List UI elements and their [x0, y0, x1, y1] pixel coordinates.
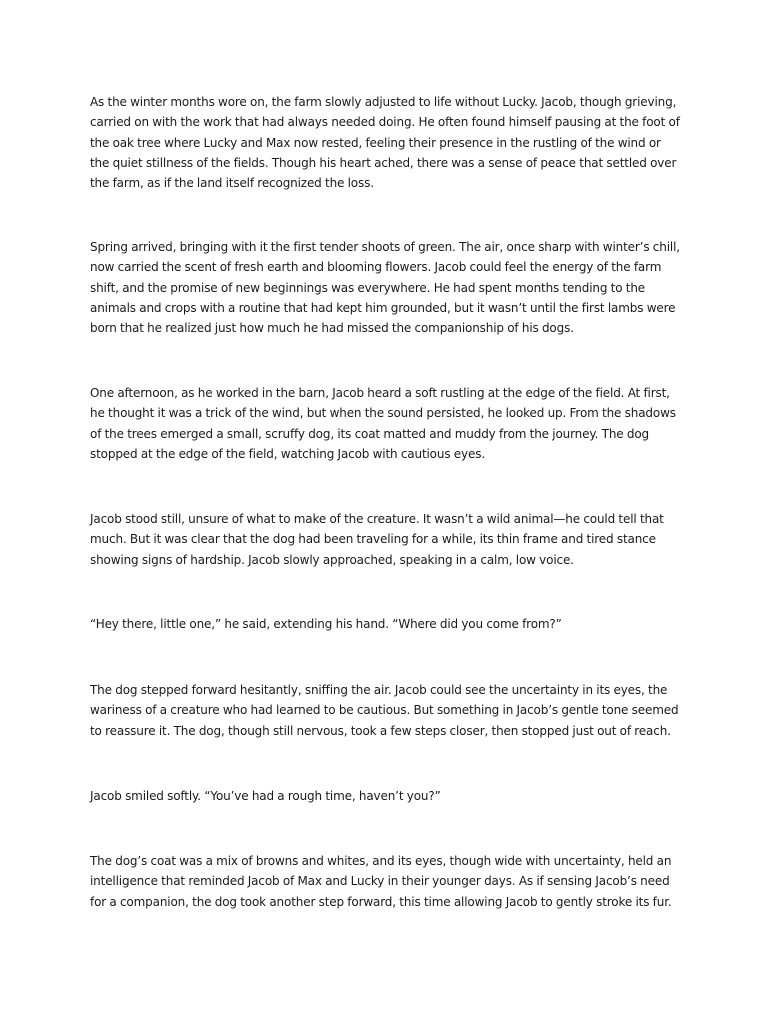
paragraph: The dog stepped forward hesitantly, sniffing the air. Jacob could see the uncertainty in its eyes, the wariness of a creature who had learned to be cautious. But something in Jacob’s gentle tone seemed to reassure it. The dog, though still nervous, took a few steps closer, then stopped just out of reach. — [90, 683, 679, 738]
paragraph: Jacob smiled softly. “You’ve had a rough time, haven’t you?” — [90, 789, 441, 803]
paragraph: The dog’s coat was a mix of browns and whites, and its eyes, though wide with uncertainty, held an intelligence that reminded Jacob of Max and Lucky in their younger days. As if sensing Jacob’s need for a companion, the dog took another step forward, this time allowing Jacob to gently stroke its fur. — [90, 854, 672, 909]
paragraph: “Hey there, little one,” he said, extending his hand. “Where did you come from?” — [90, 617, 562, 631]
paragraph: One afternoon, as he worked in the barn, Jacob heard a soft rustling at the edge of the field. At first, he thought it was a trick of the wind, but when the sound persisted, he looked up. From the shadows of the trees emerged a small, scruffy dog, its coat matted and muddy from the journey. The dog stopped at the edge of the field, watching Jacob with cautious eyes. — [90, 386, 676, 461]
paragraph: Jacob stood still, unsure of what to make of the creature. It wasn’t a wild animal—he could tell that much. But it was clear that the dog had been traveling for a while, its thin frame and tired stance showing signs of hardship. Jacob slowly approached, speaking in a calm, low voice. — [90, 512, 664, 567]
paragraph: As the winter months wore on, the farm slowly adjusted to life without Lucky. Jacob, though grieving, carried on with the work that had always needed doing. He often found himself pausing at the foot of the oak tree where Lucky and Max now rested, feeling their presence in the rustling of the wind or the quiet stillness of the fields. Though his heart ached, there was a sense of peace that settled over the farm, as if the land itself recognized the loss. — [90, 95, 680, 191]
paragraph: Spring arrived, bringing with it the first tender shoots of green. The air, once sharp with winter’s chill, now carried the scent of fresh earth and blooming flowers. Jacob could feel the energy of the farm shift, and the promise of new beginnings was everywhere. He had spent months tending to the animals and crops with a routine that had kept him grounded, but it wasn’t until the first lambs were born that he realized just how much he had missed the companionship of his dogs. — [90, 240, 680, 336]
